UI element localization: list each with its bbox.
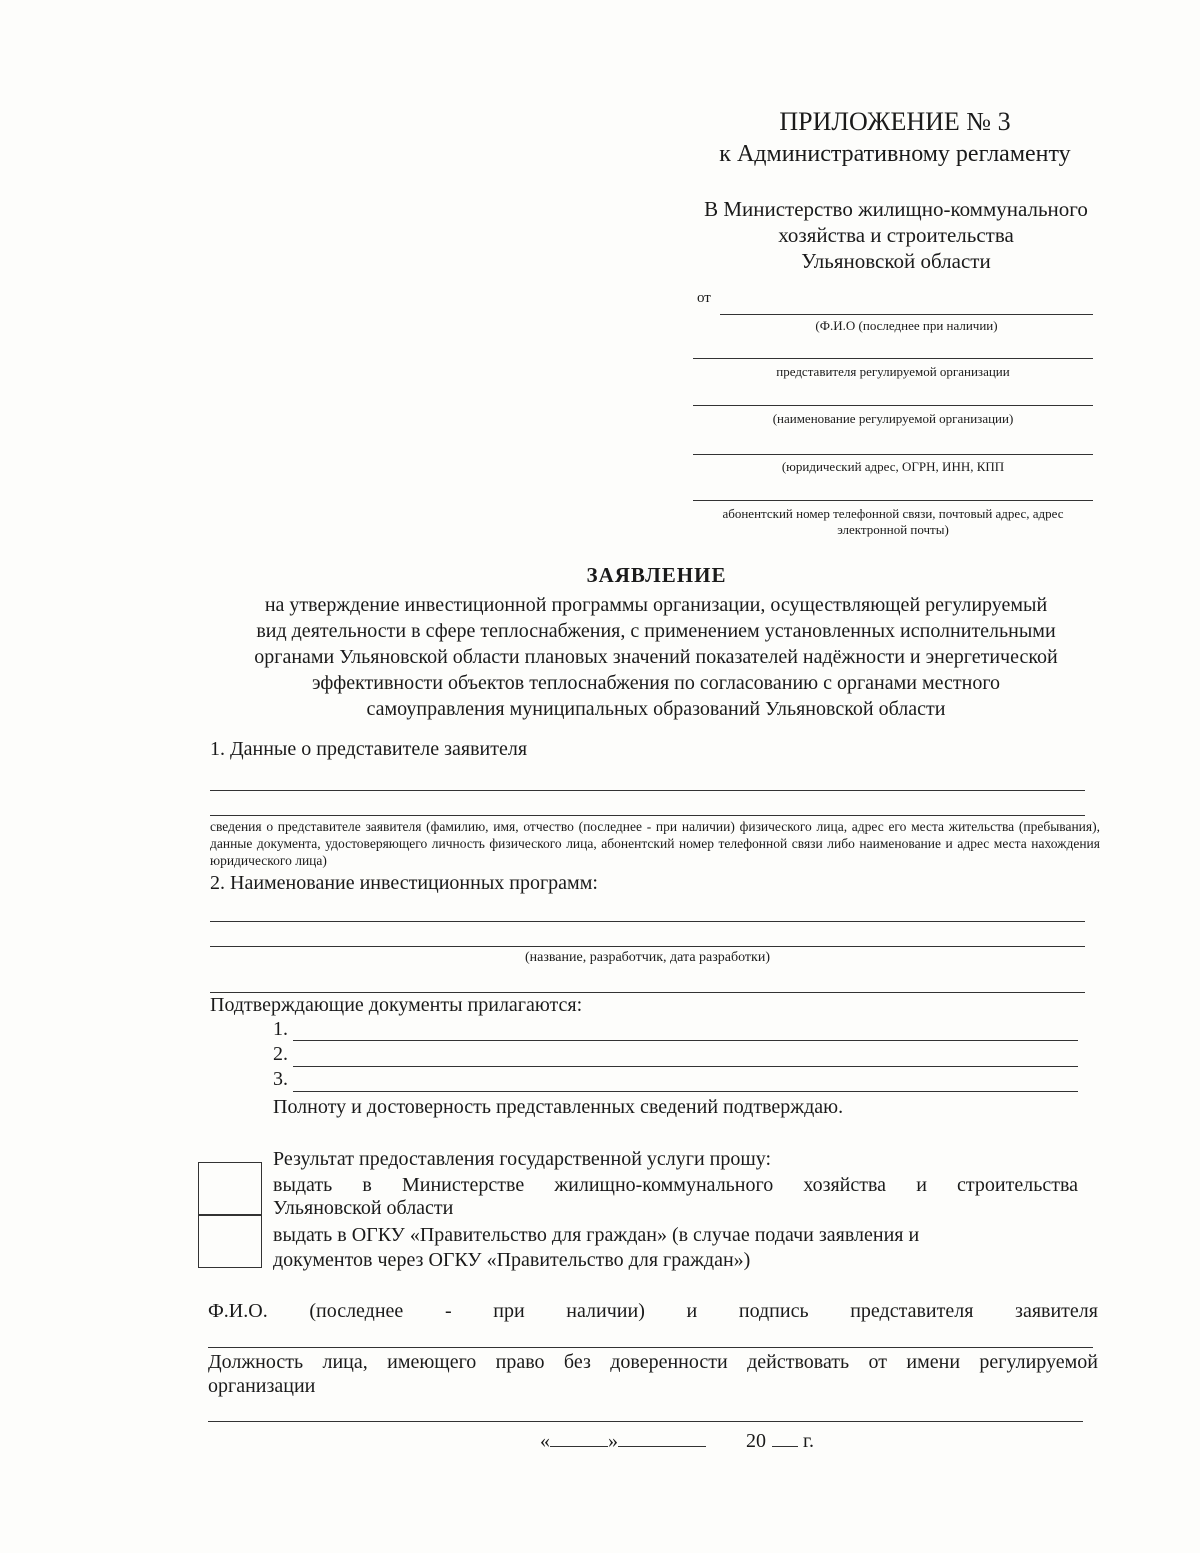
addressee-line: хозяйства и строительства (778, 223, 1014, 247)
document-item-line[interactable] (293, 1066, 1078, 1067)
subtitle-line: эффективности объектов теплоснабжения по согласованию с органами местного (311, 672, 1001, 694)
signature-word: - (444, 1300, 452, 1322)
subtitle-line: самоуправления муниципальных образований Ульяновской области (366, 698, 946, 720)
addressee-line: Ульяновской области (801, 249, 991, 273)
document-item-number: 2. (273, 1043, 288, 1065)
year-suffix: г. (803, 1430, 814, 1452)
section2-field-line[interactable] (210, 992, 1085, 993)
section2-heading: 2. Наименование инвестиционных программ: (210, 872, 598, 894)
document-item-number: 3. (273, 1068, 288, 1090)
from-label: от (697, 290, 711, 306)
result-heading: Результат предоставления государственной услуги прошу: (273, 1148, 772, 1170)
org-name-field-line[interactable] (693, 405, 1093, 406)
month-field[interactable] (618, 1428, 706, 1447)
position-text: Должность лица, имеющего право без доверенности действовать от имени регулируемой (208, 1351, 1098, 1373)
representative-caption: представителя регулируемой организации (776, 364, 1010, 379)
addressee-block (686, 196, 1106, 274)
document-item-line[interactable] (293, 1091, 1078, 1092)
day-field[interactable] (550, 1428, 608, 1447)
addressee-line: В Министерство жилищно-коммунального (704, 197, 1088, 221)
fio-caption: (Ф.И.О (последнее при наличии) (815, 318, 998, 333)
signature-word: и (686, 1300, 698, 1322)
date-row (540, 1428, 814, 1453)
option1-text: выдать в Министерстве жилищно-коммунального хозяйства и строительства (273, 1174, 1078, 1196)
document-subtitle (218, 592, 1094, 722)
contact-field-line[interactable] (693, 500, 1093, 501)
section2-caption: (название, разработчик, дата разработки) (524, 950, 771, 965)
position-field-line[interactable] (208, 1421, 1083, 1422)
signature-word: представителя (850, 1300, 974, 1322)
option2-checkbox[interactable] (198, 1214, 262, 1268)
position-text-cont: организации (208, 1375, 316, 1397)
subtitle-line: вид деятельности в сфере теплоснабжения, с применением установленных исполнительными (256, 620, 1056, 642)
org-name-caption: (наименование регулируемой организации) (772, 411, 1014, 426)
signature-word: заявителя (1015, 1300, 1098, 1322)
documents-heading: Подтверждающие документы прилагаются: (210, 994, 583, 1016)
subtitle-line: на утверждение инвестиционной программы организации, осуществляющей регулируемый (264, 594, 1048, 616)
section1-field-line[interactable] (210, 790, 1085, 791)
signature-word: наличии) (566, 1300, 645, 1322)
date-open-quote: « (540, 1430, 550, 1452)
section1-note: сведения о представителе заявителя (фамилию, имя, отчество (последнее - при наличии) физического лица, адрес его места жительства (пребывания), данные документа, удостоверяющего личность физического лица, абонентский номер телефонной связи либо наименование и адрес места нахождения юридического лица) (210, 819, 1100, 868)
appendix-title: ПРИЛОЖЕНИЕ № 3 (779, 107, 1011, 136)
subtitle-line: органами Ульяновской области плановых значений показателей надёжности и энергетической (254, 646, 1058, 668)
signature-field-line[interactable] (208, 1347, 1093, 1348)
fio-field-line[interactable] (720, 314, 1093, 315)
contact-caption-line: электронной почты) (837, 522, 949, 537)
year-prefix: 20 (746, 1430, 766, 1452)
document-item-number: 1. (273, 1018, 288, 1040)
date-close-quote: » (608, 1430, 618, 1452)
section2-field-line[interactable] (210, 946, 1085, 947)
representative-field-line[interactable] (693, 358, 1093, 359)
option1-checkbox[interactable] (198, 1162, 262, 1216)
option1-text-cont: Ульяновской области (273, 1197, 454, 1219)
option2-text-cont: документов через ОГКУ «Правительство для граждан») (273, 1249, 751, 1271)
option2-text: выдать в ОГКУ «Правительство для граждан» (в случае подачи заявления и (273, 1224, 920, 1246)
section2-field-line[interactable] (210, 921, 1085, 922)
document-title: ЗАЯВЛЕНИЕ (586, 563, 727, 587)
appendix-subtitle: к Административному регламенту (719, 141, 1071, 167)
section1-heading: 1. Данные о представителе заявителя (210, 738, 528, 760)
signature-word: (последнее (309, 1300, 404, 1322)
contact-caption (693, 506, 1093, 538)
section1-field-line[interactable] (210, 815, 1085, 816)
year-field[interactable] (772, 1428, 798, 1447)
legal-caption: (юридический адрес, ОГРН, ИНН, КПП (781, 459, 1005, 474)
signature-word: Ф.И.О. (208, 1300, 268, 1322)
contact-caption-line: абонентский номер телефонной связи, почтовый адрес, адрес (722, 506, 1064, 521)
confirmation-text: Полноту и достоверность представленных сведений подтверждаю. (273, 1096, 844, 1118)
signature-word: при (493, 1300, 525, 1322)
signature-word: подпись (738, 1300, 809, 1322)
legal-field-line[interactable] (693, 454, 1093, 455)
signature-label (208, 1300, 1098, 1323)
document-item-line[interactable] (293, 1040, 1078, 1041)
